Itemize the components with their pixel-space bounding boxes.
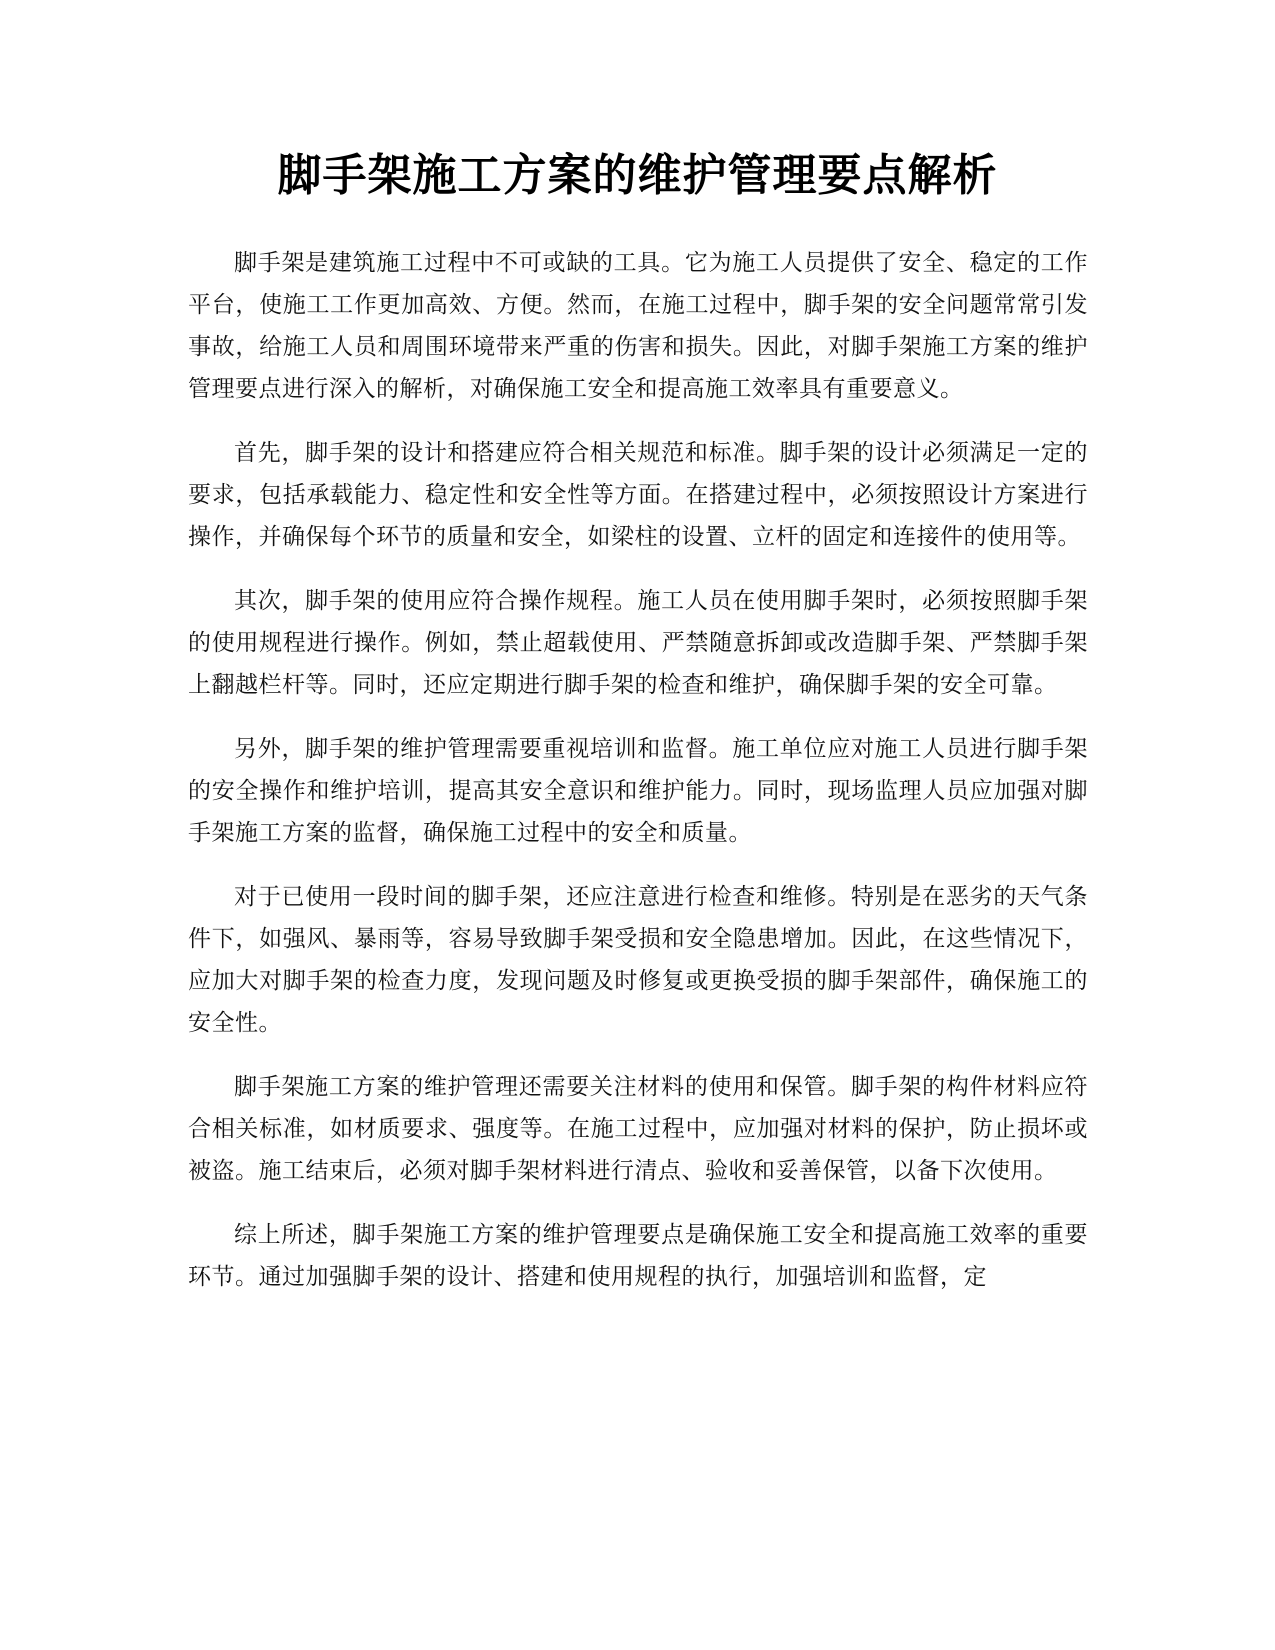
paragraph-summary: 综上所述，脚手架施工方案的维护管理要点是确保施工安全和提高施工效率的重要环节。通过加强脚手架的设计、搭建和使用规程的执行，加强培训和监督，定 [188,1222,1088,1290]
paragraph-intro: 脚手架是建筑施工过程中不可或缺的工具。它为施工人员提供了安全、稳定的工作平台，使施工工作更加高效、方便。然而，在施工过程中，脚手架的安全问题常常引发事故，给施工人员和周围环境带来严重的伤害和损失。因此，对脚手架施工方案的维护管理要点进行深入的解析，对确保施工安全和提高施工效率具有重要意义。 [188,250,1088,402]
paragraph-design: 首先，脚手架的设计和搭建应符合相关规范和标准。脚手架的设计必须满足一定的要求，包括承载能力、稳定性和安全性等方面。在搭建过程中，必须按照设计方案进行操作，并确保每个环节的质量和安全，如梁柱的设置、立杆的固定和连接件的使用等。 [188,440,1088,550]
document-title: 脚手架施工方案的维护管理要点解析 [277,150,998,201]
paragraph-training: 另外，脚手架的维护管理需要重视培训和监督。施工单位应对施工人员进行脚手架的安全操作和维护培训，提高其安全意识和维护能力。同时，现场监理人员应加强对脚手架施工方案的监督，确保施工过程中的安全和质量。 [188,736,1088,846]
paragraph-materials: 脚手架施工方案的维护管理还需要关注材料的使用和保管。脚手架的构件材料应符合相关标准，如材质要求、强度等。在施工过程中，应加强对材料的保护，防止损坏或被盗。施工结束后，必须对脚手架材料进行清点、验收和妥善保管，以备下次使用。 [188,1074,1088,1184]
paragraph-usage: 其次，脚手架的使用应符合操作规程。施工人员在使用脚手架时，必须按照脚手架的使用规程进行操作。例如，禁止超载使用、严禁随意拆卸或改造脚手架、严禁脚手架上翻越栏杆等。同时，还应定期进行脚手架的检查和维护，确保脚手架的安全可靠。 [188,588,1088,698]
document-body [188,242,1088,1320]
paragraph-inspection: 对于已使用一段时间的脚手架，还应注意进行检查和维修。特别是在恶劣的天气条件下，如强风、暴雨等，容易导致脚手架受损和安全隐患增加。因此，在这些情况下，应加大对脚手架的检查力度，发现问题及时修复或更换受损的脚手架部件，确保施工的安全性。 [188,884,1088,1036]
